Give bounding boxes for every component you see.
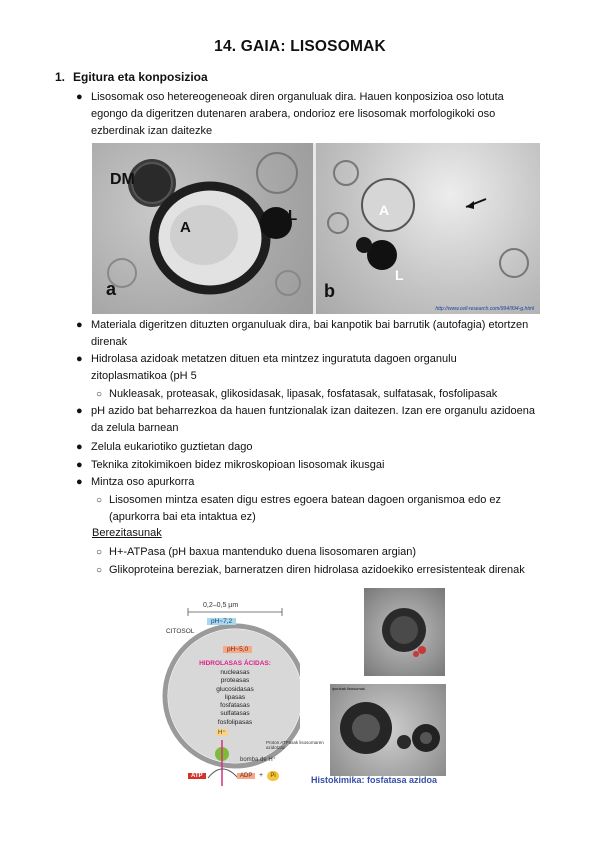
list-item: [76, 439, 253, 456]
sub-bullet-dot: ○: [96, 389, 103, 400]
text-line: Materiala digeritzen dituzten organuluak dira, bai kanpotik bai barrutik (autofagia) etortzen: [91, 319, 529, 331]
plus-sign: +: [259, 772, 264, 779]
list-item: [76, 317, 529, 351]
sub-list-item: [96, 562, 525, 579]
section-title: Egitura eta konposizioa: [73, 70, 208, 84]
enzyme-item: fosfolipasas: [217, 718, 253, 726]
micrograph-top: [364, 588, 445, 676]
ph-outside-badge: pH~7,2: [207, 618, 236, 625]
proton-label: H⁺: [218, 730, 226, 736]
list-item: [76, 403, 535, 437]
atp-badge: ATP: [188, 773, 206, 779]
sub-bullet-dot: ○: [96, 495, 103, 506]
text-line: pH azido bat beharrezkoa da hauen funtzionalak izan daitezen. Izan ere organulu azidoena: [91, 405, 535, 417]
lysosome-diagram: [160, 590, 300, 794]
text-line: Lisosomen mintza esaten digu estres egoera batean dagoen organismoa edo ez: [109, 494, 501, 506]
micrograph-top-image: [364, 588, 445, 676]
section-heading: [55, 70, 208, 84]
size-label: 0,2–0,5 µm: [203, 602, 239, 609]
sub-list-item: [96, 492, 501, 526]
sub-list-item: [96, 386, 498, 403]
enzyme-item: sulfatasas: [220, 710, 250, 718]
list-item: [76, 89, 504, 140]
enzyme-item: proteasas: [220, 677, 250, 685]
text-line: Mintza oso apurkorra: [91, 476, 195, 488]
text-line: egongo da digeritzen dutenaren arabera, ondorioz ere lisosomak morfologikoki oso: [91, 108, 496, 120]
text-line: Lisosomak oso hetereogeneoak diren organuluak dira. Hauen konposizioa oso lotuta: [91, 91, 504, 103]
bullet-dot: ●: [76, 405, 83, 417]
label-l: L: [288, 207, 298, 224]
text-line: Glikoproteina bereziak, barneratzen diren hidrolasa azidoekiko erresistenteak direnak: [109, 564, 525, 576]
sub-bullet-dot: ○: [96, 547, 103, 558]
enzyme-item: nucleasas: [220, 669, 250, 676]
text-line: da zelula barnean: [91, 422, 179, 434]
sub-list-item: [96, 544, 417, 561]
bullet-dot: ●: [76, 476, 83, 488]
text-line: H+-ATPasa (pH baxua mantenduko duena lisosomaren argian): [109, 546, 417, 558]
label-dm: DM: [110, 171, 135, 188]
bullet-dot: ●: [76, 459, 83, 471]
berezitasunak-heading: Berezitasunak: [92, 527, 162, 539]
adp-badge: ADP: [237, 773, 255, 779]
micrograph-caption: Histokimika: fosfatasa azidoa: [311, 775, 438, 785]
bullet-dot: ●: [76, 91, 83, 103]
page-title: 14. GAIA: LISOSOMAK: [214, 38, 386, 55]
hidrolasas-title: HIDROLASAS ÁCIDAS:: [199, 660, 271, 667]
text-line: direnak: [91, 336, 128, 348]
pump-label: bomba de H⁺: [240, 757, 276, 763]
list-item: [76, 457, 385, 474]
enzyme-item: fosfatasas: [220, 702, 250, 710]
micrograph-bottom-image: [330, 684, 446, 776]
enzyme-item: glucosidasas: [216, 685, 254, 693]
phosphate-badge: Pi: [267, 771, 279, 781]
micrograph-panel-a: [92, 143, 313, 314]
enzyme-list: [160, 669, 310, 727]
citosol-label: CITOSOL: [166, 628, 195, 635]
text-line: Hidrolasa azidoak metatzen dituen eta mintzez inguratuta dagoen organulu: [91, 353, 457, 365]
list-item: [76, 351, 457, 385]
ph-inside-badge: pH~5,0: [223, 646, 252, 653]
text-line: Teknika zitokimikoen bidez mikroskopioan lisosomak ikusgai: [91, 459, 385, 471]
pump-note: Proton ATPasak lisosomaren azidotzaz: [266, 740, 324, 750]
image-credit: http://www.cell-research.com/994/994-g.html: [435, 306, 534, 312]
enzyme-item: lipasas: [224, 693, 246, 701]
micrograph-bottom: [330, 684, 446, 776]
panel-label-a: a: [106, 279, 117, 299]
micrograph-label: ipurtzak lisosomak: [332, 686, 365, 691]
text-line: ezberdinak izan daitezke: [91, 125, 213, 137]
text-line: zitoplasmatikoa (pH 5: [91, 370, 197, 382]
label-a: A: [180, 219, 191, 236]
bullet-dot: ●: [76, 441, 83, 453]
list-item: [76, 474, 195, 491]
micrograph-b-image: [316, 143, 540, 314]
micrograph-a-image: [92, 143, 313, 314]
text-line: Zelula eukariotiko guztietan dago: [91, 441, 253, 453]
micrograph-figure: [92, 143, 540, 314]
label-a-b: A: [379, 202, 390, 218]
micrograph-panel-b: [316, 143, 540, 314]
panel-label-b: b: [324, 281, 335, 301]
text-line: (apurkorra bai eta intaktua ez): [109, 511, 256, 523]
label-l-b: L: [395, 267, 404, 283]
bullet-dot: ●: [76, 353, 83, 365]
text-line: Nukleasak, proteasak, glikosidasak, lipasak, fosfatasak, sulfatasak, fosfolipasak: [109, 388, 498, 400]
section-number: 1.: [55, 70, 66, 84]
bullet-dot: ●: [76, 319, 83, 331]
sub-bullet-dot: ○: [96, 565, 103, 576]
